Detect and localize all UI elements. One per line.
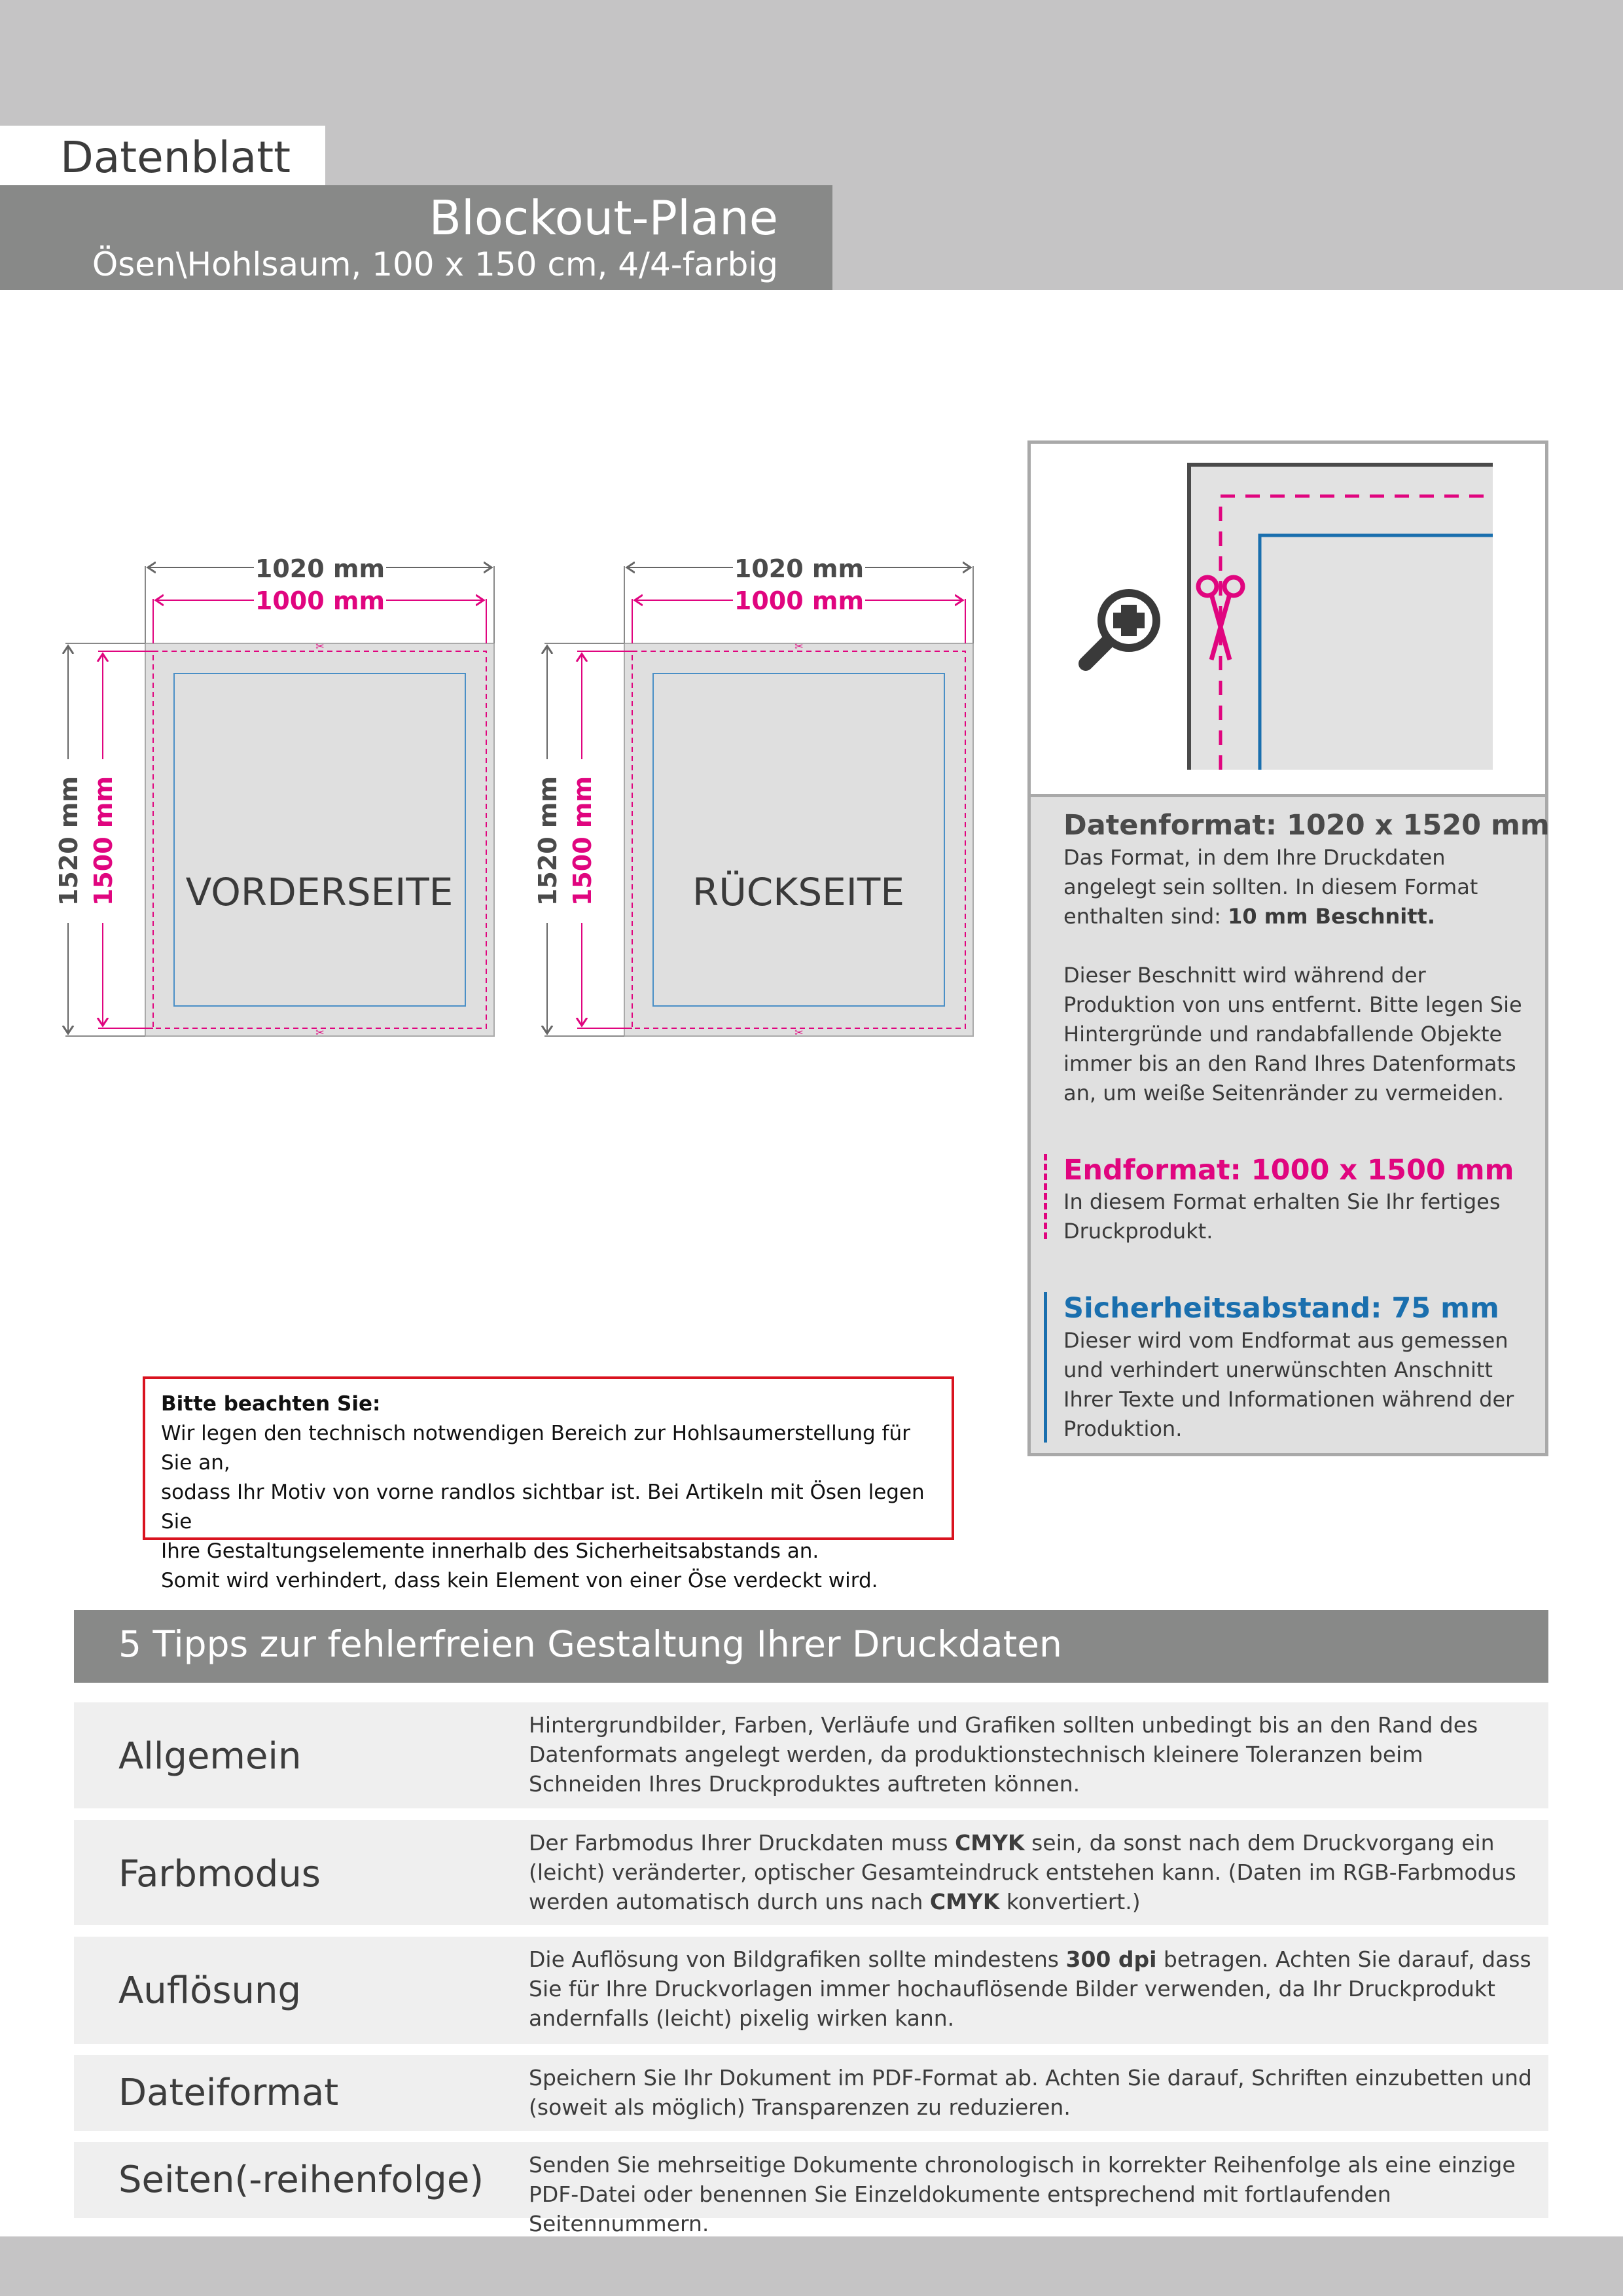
datasheet-tag-label: Datenblatt — [60, 132, 291, 183]
notice-line-2: sodass Ihr Motiv von vorne randlos sichtbar ist. Bei Artikeln mit Ösen legen Sie — [161, 1480, 925, 1534]
tip-row-aufloesung — [74, 1937, 1548, 2044]
datasheet-tag — [0, 126, 325, 185]
front-label: VORDERSEITE — [185, 870, 454, 914]
zoom-in-icon — [1086, 589, 1160, 664]
tip-text: Die Auflösung von Bildgrafiken sollte mindestens 300 dpi betragen. Achten Sie darauf, dass Sie für Ihre Druckvorlagen immer hochauflösende Bilder verwenden, da Ihr Druckprodukt andernfalls (leicht) pixelig wirken kann. — [529, 1946, 1531, 2031]
tip-text: Senden Sie mehrseitige Dokumente chronologisch in korrekter Reihenfolge als eine einzige PDF-Datei oder benennen Sie Einzeldokumente entsprechend mit fortlaufenden Seitennummern. — [529, 2152, 1516, 2236]
tip-label: Seiten(-reihenfolge) — [118, 2159, 484, 2201]
svg-text:✂: ✂ — [315, 1026, 325, 1039]
corner-zoom-detail — [1031, 444, 1545, 797]
notice-heading: Bitte beachten Sie: — [161, 1392, 381, 1416]
corner-data-area — [1189, 465, 1493, 770]
notice-line-1: Wir legen den technisch notwendigen Bereich zur Hohlsaumerstellung für Sie an, — [161, 1422, 910, 1475]
sicherheit-title: Sicherheitsabstand: 75 mm — [1063, 1292, 1499, 1325]
tips-heading: 5 Tipps zur fehlerfreien Gestaltung Ihrer Druckdaten — [118, 1623, 1062, 1665]
product-title: Blockout-Plane — [429, 190, 778, 245]
svg-text:✂: ✂ — [794, 640, 804, 653]
tip-text: Hintergrundbilder, Farben, Verläufe und Grafiken sollten unbedingt bis an den Rand des Datenformats angelegt werden, da produktionstechnisch kleinere Toleranzen beim Schneiden Ihres Druckproduktes auftreten können. — [529, 1712, 1478, 1797]
back-height-data: 1520 mm — [533, 776, 562, 906]
front-data-format — [145, 643, 494, 1036]
back-diagram — [533, 554, 973, 1039]
footer-band — [0, 2236, 1623, 2296]
back-data-format — [624, 643, 973, 1036]
back-height-final: 1500 mm — [568, 776, 597, 906]
tip-row-dateiformat — [74, 2055, 1548, 2131]
notice-line-3: Ihre Gestaltungselemente innerhalb des Sicherheitsabstands an. — [161, 1539, 819, 1563]
product-subtitle: Ösen\Hohlsaum, 100 x 150 cm, 4/4-farbig — [92, 245, 778, 283]
tip-row-farbmodus — [74, 1820, 1548, 1925]
format-info-panel — [1027, 440, 1548, 1456]
back-width-final: 1000 mm — [734, 586, 865, 615]
datenformat-note: Dieser Beschnitt wird während der Produktion von uns entfernt. Bitte legen Sie Hintergründe und randabfallende Objekte immer bis an den Rand Ihres Datenformats an, um weiße Seitenränder zu vermeiden. — [1063, 962, 1522, 1105]
title-bar — [0, 185, 832, 290]
tip-label: Auflösung — [118, 1969, 302, 2012]
tip-row-seiten — [74, 2142, 1548, 2236]
notice-box — [143, 1376, 954, 1592]
tip-text: Der Farbmodus Ihrer Druckdaten muss CMYK sein, da sonst nach dem Druckvorgang ein (leicht) veränderter, optischer Gesamteindruck entstehen kann. (Daten im RGB-Farbmodus werden automatisch durch uns nach CMYK konvertiert.) — [529, 1830, 1516, 1914]
format-diagrams — [0, 524, 1021, 1191]
tip-label: Allgemein — [118, 1735, 302, 1778]
tip-label: Farbmodus — [118, 1853, 321, 1895]
tip-text: Speichern Sie Ihr Dokument im PDF-Format ab. Achten Sie darauf, Schriften einzubetten und (soweit als möglich) Transparenzen zu reduzieren. — [529, 2065, 1532, 2120]
endformat-text: In diesem Format erhalten Sie Ihr fertiges Druckprodukt. — [1063, 1189, 1501, 1244]
svg-text:✂: ✂ — [315, 640, 325, 653]
format-info-text — [1063, 809, 1550, 1444]
datenformat-desc: Das Format, in dem Ihre Druckdaten angelegt sein sollten. In diesem Format enthalten sind: 10 mm Beschnitt. — [1063, 844, 1478, 929]
datenformat-title: Datenformat: 1020 x 1520 mm — [1063, 809, 1550, 842]
back-width-data: 1020 mm — [734, 554, 865, 583]
front-height-data: 1520 mm — [54, 776, 83, 906]
front-width-data: 1020 mm — [255, 554, 385, 583]
front-height-final: 1500 mm — [89, 776, 118, 906]
tips-heading-bar — [74, 1610, 1548, 1683]
front-width-final: 1000 mm — [255, 586, 385, 615]
notice-line-4: Somit wird verhindert, dass kein Element von einer Öse verdeckt wird. — [161, 1569, 878, 1592]
sicherheit-text: Dieser wird vom Endformat aus gemessen und verhindert unerwünschten Anschnitt Ihrer Texte und Informationen während der Produktion. — [1063, 1327, 1514, 1441]
endformat-title: Endformat: 1000 x 1500 mm — [1063, 1153, 1514, 1187]
front-diagram — [54, 554, 494, 1039]
tip-label: Dateiformat — [118, 2072, 339, 2114]
tip-row-allgemein — [74, 1702, 1548, 1808]
back-label: RÜCKSEITE — [692, 870, 904, 914]
endformat-section — [1063, 1154, 1535, 1247]
sicherheit-section — [1063, 1292, 1535, 1444]
svg-text:✂: ✂ — [794, 1026, 804, 1039]
